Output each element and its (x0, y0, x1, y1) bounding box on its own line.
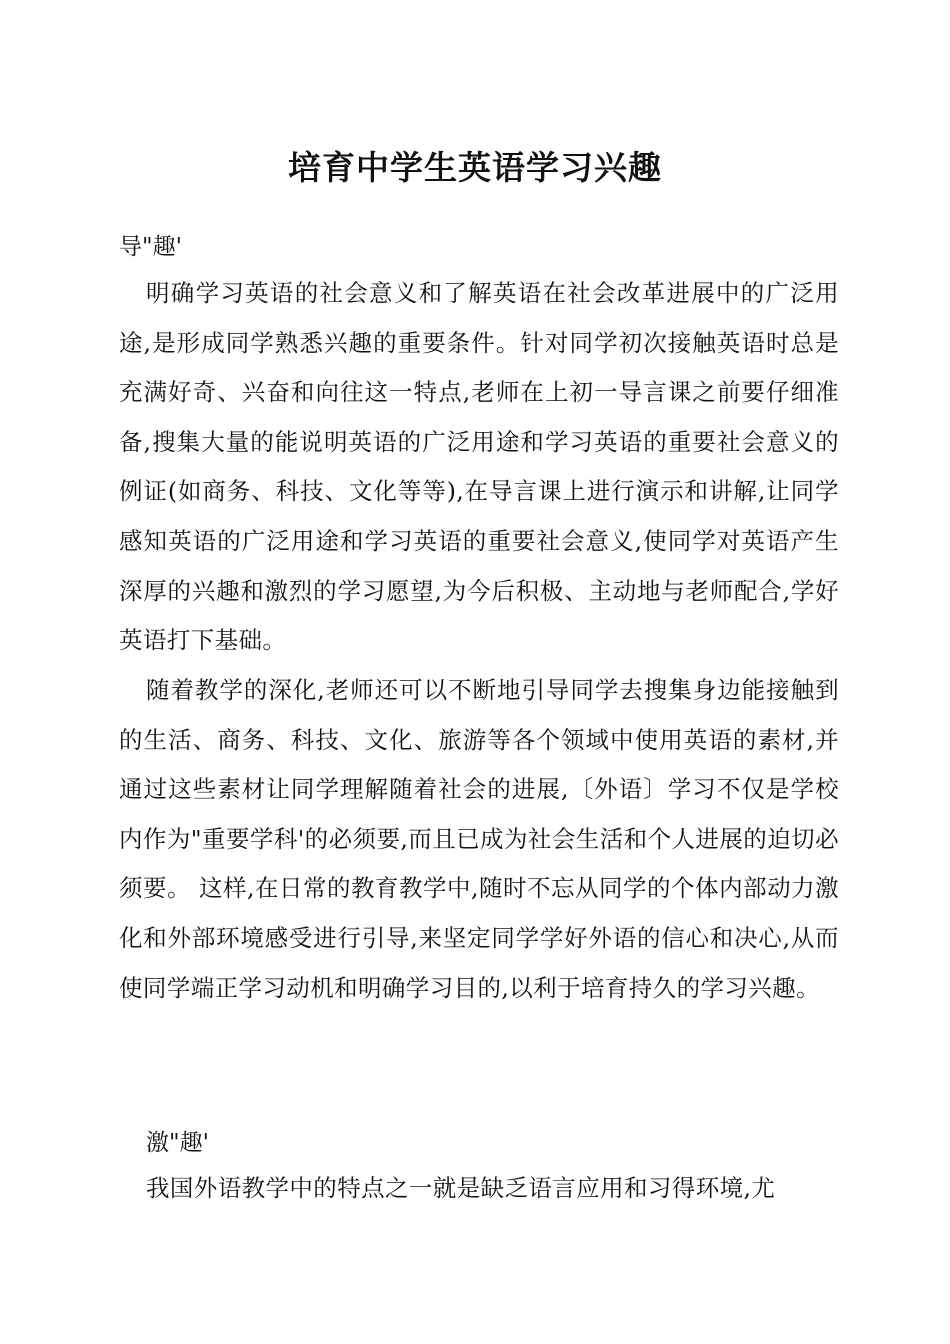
paragraph-2: 随着教学的深化,老师还可以不断地引导同学去搜集身边能接触到的生活、商务、科技、文化、旅游等各个领域中使用英语的素材,并通过这些素材让同学理解随着社会的进展,〔外语〕学习不仅是学校内作为"重要学科'的必须要,而且已成为社会生活和个人进展的迫切必须要。 这样,在日常的教育教学中,随时不忘从同学的个体内部动力激化和外部环境感受进行引导,来坚定同学学好外语的信心和决心,从而使同学端正学习动机和明确学习目的,以利于培育持久的学习兴趣。 (119, 676, 839, 1002)
section-heading-ji-qu: 激"趣' (146, 1130, 209, 1156)
document-title: 培育中学生英语学习兴趣 (288, 148, 662, 187)
paragraph-1: 明确学习英语的社会意义和了解英语在社会改革进展中的广泛用途,是形成同学熟悉兴趣的重要条件。针对同学初次接触英语时总是充满好奇、兴奋和向往这一特点,老师在上初一导言课之前要仔细准备,搜集大量的能说明英语的广泛用途和学习英语的重要社会意义的例证(如商务、科技、文化等等),在导言课上进行演示和讲解,让同学感知英语的广泛用途和学习英语的重要社会意义,使同学对英语产生深厚的兴趣和激烈的学习愿望,为今后积极、主动地与老师配合,学好英语打下基础。 (119, 279, 839, 655)
section-heading-dao-qu: 导"趣' (119, 234, 182, 260)
paragraph-3: 我国外语教学中的特点之一就是缺乏语言应用和习得环境,尤 (146, 1174, 776, 1202)
